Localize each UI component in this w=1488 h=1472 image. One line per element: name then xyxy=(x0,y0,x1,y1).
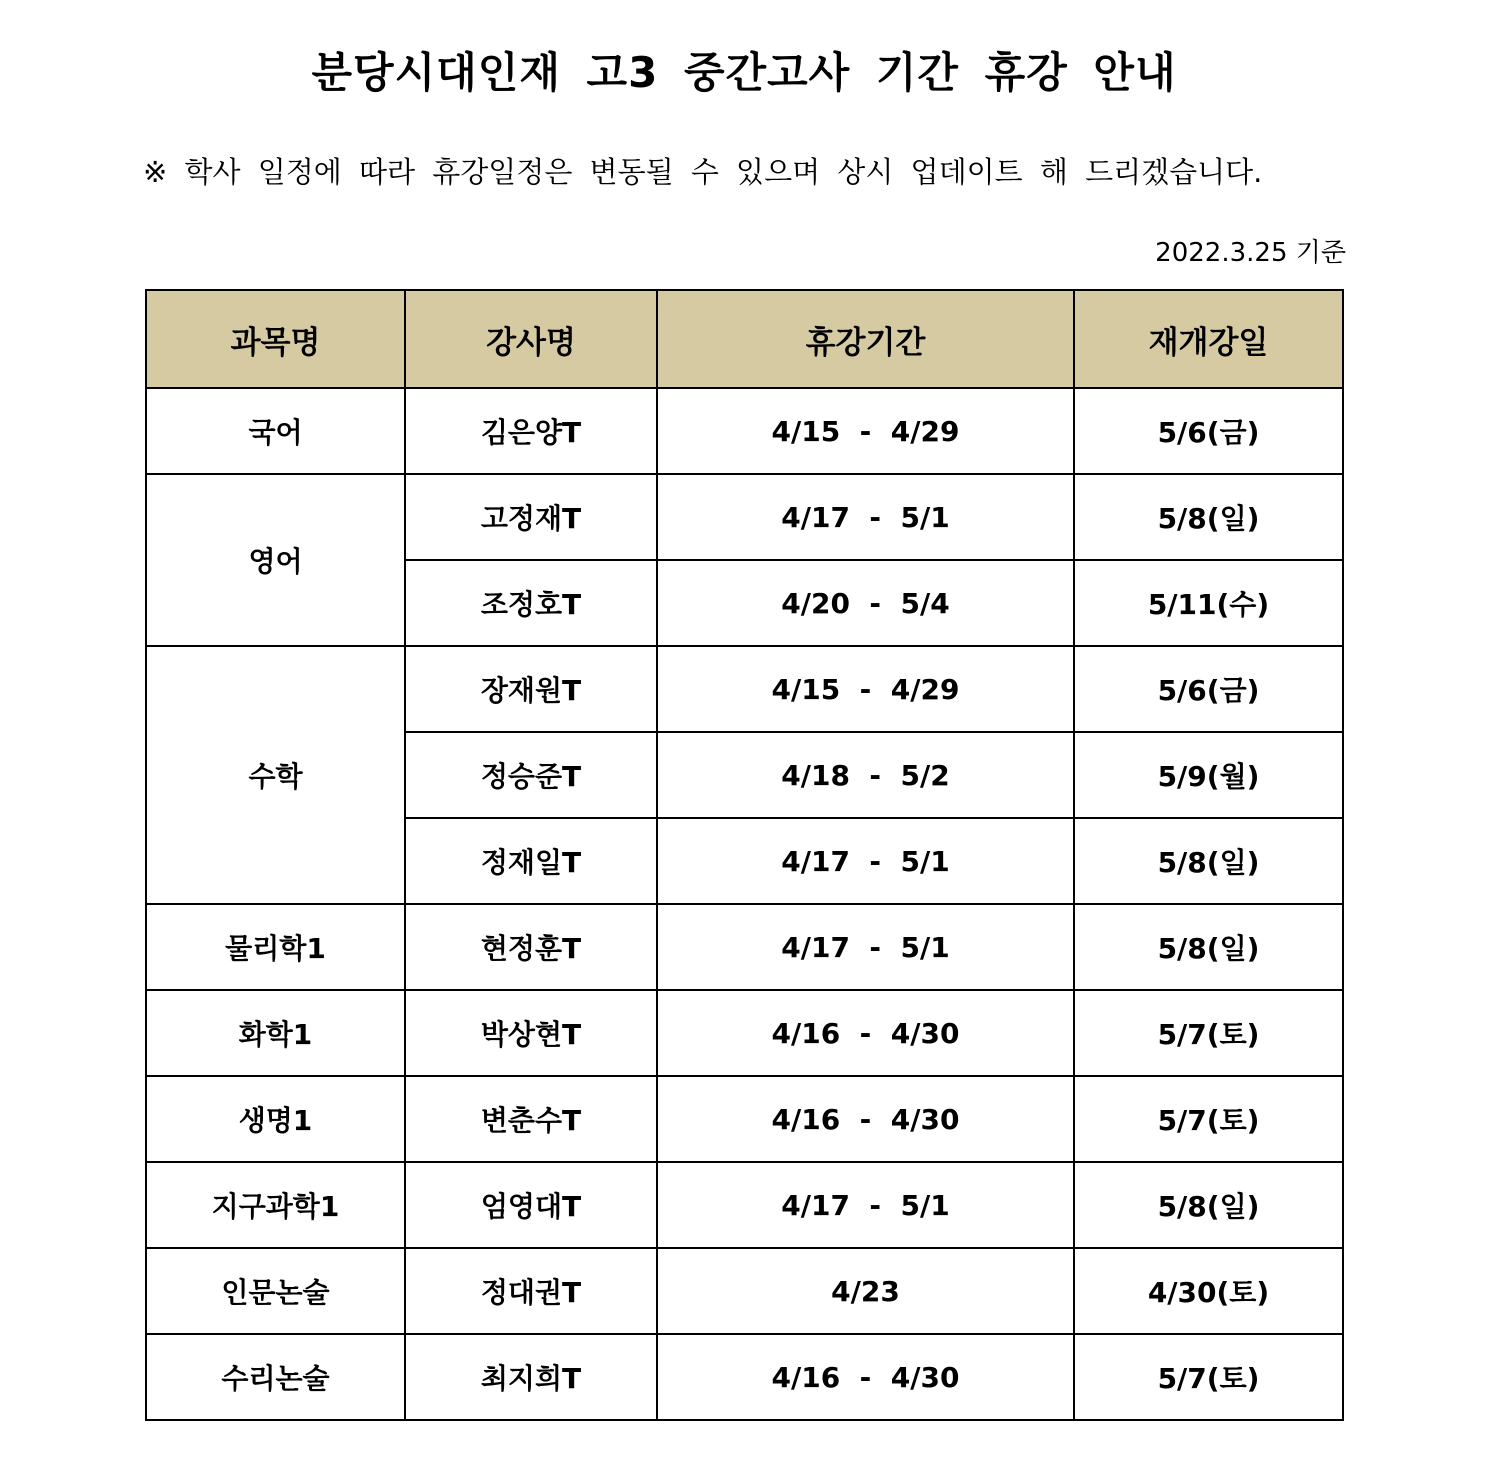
resume-date-cell: 5/7(토) xyxy=(1074,1334,1343,1420)
resume-date-cell: 5/8(일) xyxy=(1074,818,1343,904)
teacher-cell: 최지희T xyxy=(405,1334,657,1420)
subject-cell: 국어 xyxy=(146,388,405,474)
period-cell: 4/23 xyxy=(657,1248,1074,1334)
period-cell: 4/17 - 5/1 xyxy=(657,904,1074,990)
resume-date-cell: 5/8(일) xyxy=(1074,474,1343,560)
teacher-cell: 현정훈T xyxy=(405,904,657,990)
period-cell: 4/18 - 5/2 xyxy=(657,732,1074,818)
subject-cell: 수학 xyxy=(146,646,405,904)
column-header-teacher: 강사명 xyxy=(405,290,657,388)
table-row xyxy=(146,1076,1343,1162)
resume-date-cell: 5/7(토) xyxy=(1074,1076,1343,1162)
date-basis-label: 2022.3.25 기준 xyxy=(1155,238,1346,268)
table-row xyxy=(146,388,1343,474)
subject-cell: 화학1 xyxy=(146,990,405,1076)
teacher-cell: 박상현T xyxy=(405,990,657,1076)
period-cell: 4/15 - 4/29 xyxy=(657,388,1074,474)
teacher-cell: 장재원T xyxy=(405,646,657,732)
table-row xyxy=(146,904,1343,990)
table-row xyxy=(146,1248,1343,1334)
table-row xyxy=(146,646,1343,732)
resume-date-cell: 4/30(토) xyxy=(1074,1248,1343,1334)
teacher-cell: 엄영대T xyxy=(405,1162,657,1248)
subject-cell: 지구과학1 xyxy=(146,1162,405,1248)
period-cell: 4/20 - 5/4 xyxy=(657,560,1074,646)
period-cell: 4/15 - 4/29 xyxy=(657,646,1074,732)
resume-date-cell: 5/9(월) xyxy=(1074,732,1343,818)
period-cell: 4/16 - 4/30 xyxy=(657,1076,1074,1162)
resume-date-cell: 5/6(금) xyxy=(1074,646,1343,732)
cancellation-schedule-table xyxy=(145,289,1344,1421)
teacher-cell: 김은양T xyxy=(405,388,657,474)
subject-cell: 영어 xyxy=(146,474,405,646)
subject-cell: 수리논술 xyxy=(146,1334,405,1420)
resume-date-cell: 5/8(일) xyxy=(1074,1162,1343,1248)
teacher-cell: 정승준T xyxy=(405,732,657,818)
table-row xyxy=(146,474,1343,560)
period-cell: 4/17 - 5/1 xyxy=(657,818,1074,904)
page-title: 분당시대인재 고3 중간고사 기간 휴강 안내 xyxy=(311,48,1177,97)
table-row xyxy=(146,990,1343,1076)
subject-cell: 인문논술 xyxy=(146,1248,405,1334)
teacher-cell: 정재일T xyxy=(405,818,657,904)
column-header-period: 휴강기간 xyxy=(657,290,1074,388)
table-row xyxy=(146,1334,1343,1420)
column-header-subject: 과목명 xyxy=(146,290,405,388)
resume-date-cell: 5/11(수) xyxy=(1074,560,1343,646)
period-cell: 4/16 - 4/30 xyxy=(657,990,1074,1076)
schedule-change-notice: ※ 학사 일정에 따라 휴강일정은 변동될 수 있으며 상시 업데이트 해 드리겠습니다. xyxy=(143,155,1263,189)
subject-cell: 생명1 xyxy=(146,1076,405,1162)
teacher-cell: 변춘수T xyxy=(405,1076,657,1162)
subject-cell: 물리학1 xyxy=(146,904,405,990)
resume-date-cell: 5/8(일) xyxy=(1074,904,1343,990)
period-cell: 4/16 - 4/30 xyxy=(657,1334,1074,1420)
table-header-row xyxy=(146,290,1343,388)
teacher-cell: 고정재T xyxy=(405,474,657,560)
period-cell: 4/17 - 5/1 xyxy=(657,474,1074,560)
teacher-cell: 정대권T xyxy=(405,1248,657,1334)
table-row xyxy=(146,1162,1343,1248)
resume-date-cell: 5/6(금) xyxy=(1074,388,1343,474)
resume-date-cell: 5/7(토) xyxy=(1074,990,1343,1076)
period-cell: 4/17 - 5/1 xyxy=(657,1162,1074,1248)
column-header-resume-date: 재개강일 xyxy=(1074,290,1343,388)
teacher-cell: 조정호T xyxy=(405,560,657,646)
